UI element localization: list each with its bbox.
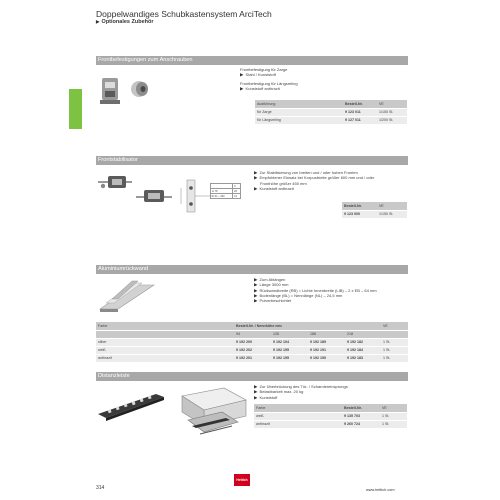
table-cell: 9 192 200 <box>234 338 271 346</box>
table-cell: 9 192 184 <box>345 346 381 354</box>
stabilizer-dimension-table <box>210 183 241 199</box>
aluminium-line-5-text: Pulverbeschichtet <box>259 298 292 304</box>
triangle-bullet-icon: ▶ <box>254 389 258 395</box>
table-header-row <box>342 202 407 210</box>
table-cell: für Längsreling <box>255 116 343 124</box>
front-line-4 <box>240 86 298 91</box>
aluminium-backwall-illustration <box>96 279 160 315</box>
triangle-bullet-icon: ▶ <box>254 287 258 293</box>
stabilizer-line-4-text: Kunststoff anthrazit <box>259 185 294 191</box>
table-header-cell <box>96 330 234 338</box>
spacer-line-2-text: Belastbarkeit max. 20 kg <box>259 389 304 395</box>
table-header-cell <box>381 330 408 338</box>
table-cell: 9 192 190 <box>308 354 345 362</box>
front-line-3: Frontbefestigung für Längsreling <box>240 80 298 86</box>
section-title-stabilisator: Frontstabilisator <box>96 156 408 165</box>
stabilizer-line-3: Fronthöhe größer 450 mm <box>260 180 307 186</box>
stabilizer-order-table <box>342 202 407 219</box>
triangle-bullet-icon: ▶ <box>254 170 258 175</box>
page-title: Doppelwandiges Schubkastensystem ArciTech <box>96 9 272 19</box>
aluminium-order-table <box>96 322 408 363</box>
table-row <box>255 116 407 124</box>
aluminium-line-3-text: Rückwandbreite (RB) = Lichte Innenbreite (LIB) – 2 x EB – 64 mm <box>259 287 377 293</box>
table-cell: 9 192 201 <box>234 354 271 362</box>
spacer-installation-illustration <box>178 386 250 446</box>
table-header-row <box>96 322 408 330</box>
table-cell: 1 St. <box>381 354 408 362</box>
triangle-bullet-icon: ▶ <box>240 85 244 91</box>
chapter-tab <box>69 89 82 129</box>
triangle-bullet-icon: ▶ <box>96 19 100 24</box>
spacer-description <box>254 384 348 400</box>
subtitle-text: Optionales Zubehör <box>101 19 154 25</box>
section-title-front: Frontbefestigungen zum Anschrauben <box>96 56 408 65</box>
stabilizer-line-2-text: Empfohlener Einsatz bei Korpusbreite größer 600 mm und / oder <box>259 175 375 181</box>
table-header-row <box>96 330 408 338</box>
aluminium-line-4-text: Bodenlänge (BL) = Nennlänge (NL) – 24,5 mm <box>259 292 343 298</box>
triangle-bullet-icon: ▶ <box>254 394 258 400</box>
spacer-line-1-text: Zur Überbrückung des Tür- / Scharniereinsprungs <box>259 384 348 389</box>
table-cell: 44 <box>233 194 241 199</box>
table-cell: 9 127 011 <box>343 116 377 124</box>
table-cell: anthrazit <box>96 354 234 362</box>
page-number: 314 <box>96 485 105 491</box>
table-cell: 9 192 195 <box>271 354 308 362</box>
table-cell: 1/150 St. <box>377 108 407 116</box>
table-cell: 9 192 195 <box>271 346 308 354</box>
table-cell: 9 192 202 <box>234 346 271 354</box>
table-cell: 9 135 703 <box>342 412 380 420</box>
spacer-line-3-text: Kunststoff <box>259 394 278 400</box>
table-header-cell: 94 <box>234 330 271 338</box>
aluminium-line-5 <box>254 298 377 303</box>
stabilizer-line-4 <box>254 186 374 191</box>
table-cell: 1 St. <box>380 420 407 428</box>
table-cell: silber <box>96 338 234 346</box>
table-header-cell: Bestell-Nr. <box>342 404 380 412</box>
table-header-cell: VE <box>381 322 408 330</box>
table-row <box>96 354 408 362</box>
table-header-cell: Bestell-Nr. <box>343 100 377 108</box>
front-line-1: Frontbefestigung für Zarge <box>240 67 288 72</box>
table-cell: 28 <box>233 189 241 194</box>
table-row <box>342 210 407 218</box>
table-cell: 9 192 189 <box>308 338 345 346</box>
table-cell: 9 260 724 <box>342 420 380 428</box>
website-url: www.hettich.com <box>366 488 395 492</box>
table-cell: 9 123 011 <box>343 108 377 116</box>
section-title-aluminium: Aluminiumrückwand <box>96 265 408 274</box>
table-header-cell: Bestell-Nr. / Nennhöhe mm <box>234 322 381 330</box>
table-header-cell: 218 <box>345 330 381 338</box>
table-header-row <box>254 404 407 412</box>
table-row <box>96 338 408 346</box>
table-row <box>254 412 407 420</box>
triangle-bullet-icon: ▶ <box>254 282 258 288</box>
spacer-order-table <box>254 404 407 429</box>
triangle-bullet-icon: ▶ <box>254 298 258 304</box>
table-row <box>255 108 407 116</box>
table-cell: anthrazit <box>254 420 342 428</box>
table-header-cell: X <box>233 184 241 189</box>
triangle-bullet-icon: ▶ <box>254 277 258 282</box>
front-line-2-text: Stahl / Kunststoff <box>245 72 276 78</box>
table-header-cell: 126 <box>271 330 308 338</box>
triangle-bullet-icon: ▶ <box>254 384 258 389</box>
front-line-4-text: Kunststoff anthrazit <box>245 85 280 91</box>
hettich-logo: Hettich <box>234 474 250 486</box>
table-header-cell: 186 <box>308 330 345 338</box>
table-cell: 1 St. <box>380 412 407 420</box>
spacer-strip-illustration <box>96 388 166 424</box>
table-header-cell: Bestell-Nr. <box>342 202 377 210</box>
table-cell: 9 192 182 <box>345 338 381 346</box>
stabilizer-illustration <box>96 170 176 212</box>
front-fixing-illustration <box>96 72 158 112</box>
table-row <box>96 346 408 354</box>
table-header-cell: Farbe <box>254 404 342 412</box>
spacer-line-3 <box>254 395 348 400</box>
page-subtitle <box>96 19 154 25</box>
table-header-row <box>255 100 407 108</box>
table-row <box>254 420 407 428</box>
triangle-bullet-icon: ▶ <box>254 292 258 298</box>
triangle-bullet-icon: ▶ <box>240 72 244 78</box>
stabilizer-line-1-text: Zur Stabilisierung von breiten und / oder hohen Fronten <box>259 170 358 175</box>
table-cell: 9 192 191 <box>308 346 345 354</box>
table-cell: für Zarge <box>255 108 343 116</box>
table-header-cell: Farbe <box>96 322 234 330</box>
triangle-bullet-icon: ▶ <box>254 185 258 191</box>
stabilizer-line-2 <box>254 175 374 180</box>
table-header-cell: VE <box>380 404 407 412</box>
table-cell: 9 123 000 <box>342 210 377 218</box>
table-row <box>211 194 241 199</box>
table-header-cell: Ausführung <box>255 100 343 108</box>
table-cell: 1 St. <box>381 346 408 354</box>
table-cell: weiß <box>96 346 234 354</box>
table-cell: 9 192 104 <box>271 338 308 346</box>
table-header-cell: VE <box>377 100 407 108</box>
table-cell: 1/150 St. <box>377 210 407 218</box>
table-cell: H 94 – 282 <box>211 194 233 199</box>
table-cell: H 78 <box>211 189 233 194</box>
table-cell: weiß <box>254 412 342 420</box>
front-description <box>240 67 298 91</box>
table-cell: 1/200 St. <box>377 116 407 124</box>
aluminium-line-2-text: Länge 3000 mm <box>259 282 289 288</box>
front-order-table <box>255 100 407 125</box>
stabilizer-description <box>254 170 374 191</box>
aluminium-line-1-text: Zum Ablängen <box>259 277 286 282</box>
triangle-bullet-icon: ▶ <box>254 175 258 181</box>
table-cell: 9 192 183 <box>345 354 381 362</box>
table-header-cell: VE <box>377 202 407 210</box>
aluminium-description <box>254 277 377 303</box>
section-title-distanz: Distanzleiste <box>96 372 408 381</box>
table-cell: 1 St. <box>381 338 408 346</box>
